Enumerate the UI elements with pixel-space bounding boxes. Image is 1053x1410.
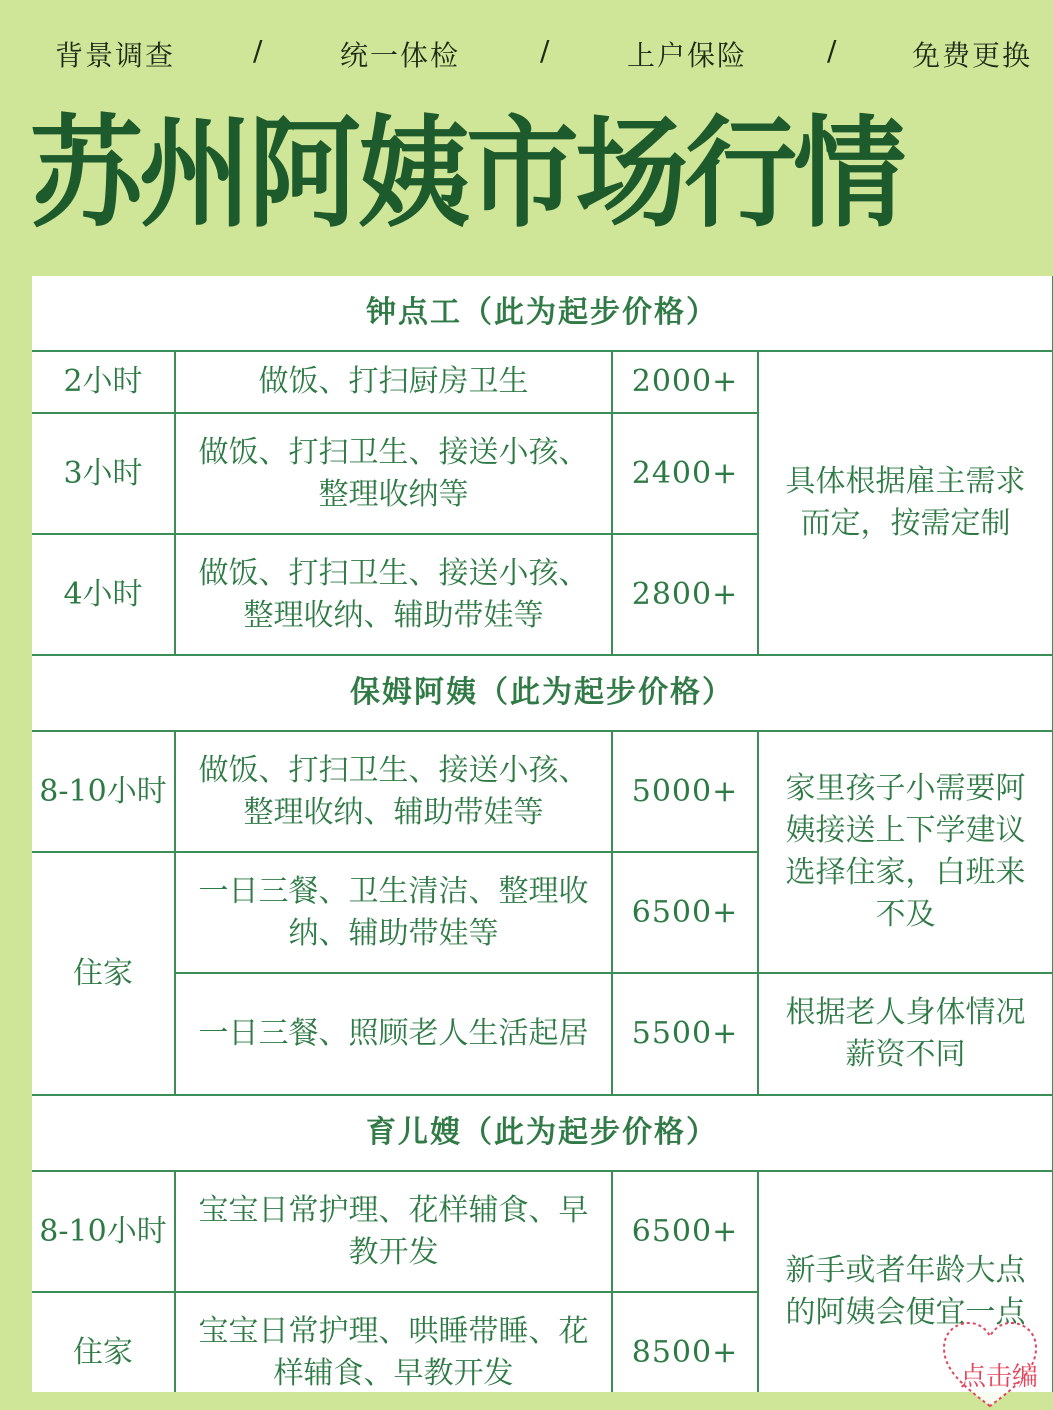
- note-cell: 根据老人身体情况薪资不同: [758, 973, 1053, 1095]
- feature-tags: [0, 30, 1053, 74]
- service-cell: 做饭、打扫卫生、接送小孩、整理收纳、辅助带娃等: [175, 534, 612, 655]
- tag-free-replace: 免费更换: [912, 39, 1033, 72]
- service-cell: 做饭、打扫卫生、接送小孩、整理收纳、辅助带娃等: [175, 731, 612, 852]
- page-title: 苏州阿姨市场行情: [30, 105, 903, 244]
- service-cell: 做饭、打扫厨房卫生: [175, 351, 612, 413]
- table-row: [32, 351, 1053, 413]
- table-row: [32, 973, 1053, 1095]
- service-cell: 做饭、打扫卫生、接送小孩、整理收纳等: [175, 413, 612, 534]
- tag-separator: /: [827, 34, 839, 67]
- price-table-panel: [32, 276, 1053, 1392]
- price-cell: 2800+: [612, 534, 758, 655]
- service-cell: 一日三餐、照顾老人生活起居: [175, 973, 612, 1095]
- note-cell: 家里孩子小需要阿姨接送上下学建议选择住家，白班来不及: [758, 731, 1053, 973]
- section-header-row: [32, 276, 1053, 351]
- duration-cell: 4小时: [32, 534, 175, 655]
- tag-separator: /: [540, 34, 552, 67]
- duration-cell: 8-10小时: [32, 731, 175, 852]
- section-title-hourly: 钟点工（此为起步价格）: [32, 276, 1053, 351]
- edit-badge[interactable]: [930, 1320, 1050, 1395]
- table-row: [32, 731, 1053, 852]
- duration-cell: 8-10小时: [32, 1171, 175, 1292]
- price-cell: 2400+: [612, 413, 758, 534]
- note-cell: 新手或者年龄大点的阿姨会便宜一点: [758, 1171, 1053, 1392]
- price-cell: 6500+: [612, 852, 758, 973]
- service-cell: 宝宝日常护理、哄睡带睡、花样辅食、早教开发: [175, 1292, 612, 1392]
- duration-cell: 住家: [32, 852, 175, 1095]
- section-header-row: [32, 1095, 1053, 1171]
- tag-background-check: 背景调查: [55, 39, 176, 72]
- section-title-nanny: 保姆阿姨（此为起步价格）: [32, 655, 1053, 731]
- duration-cell: 住家: [32, 1292, 175, 1392]
- tag-insurance: 上户保险: [627, 39, 748, 72]
- section-title-infant-care: 育儿嫂（此为起步价格）: [32, 1095, 1053, 1171]
- note-cell: 具体根据雇主需求而定，按需定制: [758, 351, 1053, 655]
- price-cell: 8500+: [612, 1292, 758, 1392]
- service-cell: 一日三餐、卫生清洁、整理收纳、辅助带娃等: [175, 852, 612, 973]
- price-cell: 5000+: [612, 731, 758, 852]
- price-cell: 6500+: [612, 1171, 758, 1292]
- price-table: [32, 276, 1053, 1392]
- table-row: [32, 1171, 1053, 1292]
- section-header-row: [32, 655, 1053, 731]
- price-cell: 2000+: [612, 351, 758, 413]
- duration-cell: 2小时: [32, 351, 175, 413]
- tag-health-check: 统一体检: [340, 39, 461, 72]
- tag-separator: /: [253, 34, 265, 67]
- price-cell: 5500+: [612, 973, 758, 1095]
- service-cell: 宝宝日常护理、花样辅食、早教开发: [175, 1171, 612, 1292]
- edit-badge-label: 点击编: [960, 1362, 1039, 1392]
- duration-cell: 3小时: [32, 413, 175, 534]
